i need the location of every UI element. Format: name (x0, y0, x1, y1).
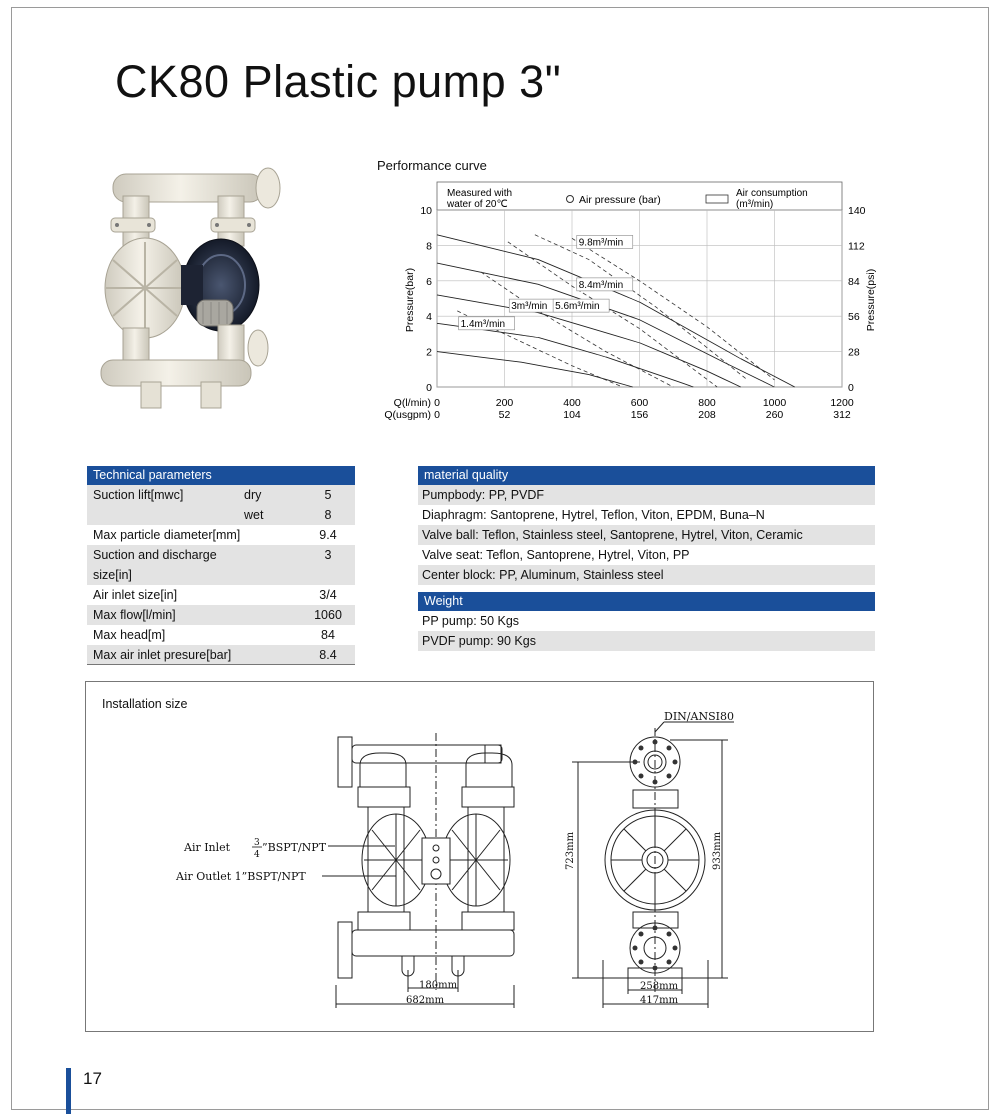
max-air-pressure-label: Max air inlet presure[bar] (93, 648, 232, 662)
x-tick-label: 800 (698, 397, 716, 409)
table-row: PVDF pump: 90 Kgs (418, 631, 875, 651)
pump-photo (93, 160, 293, 415)
discharge-value: 3 (324, 548, 332, 562)
x2-tick-label: 156 (630, 409, 649, 421)
table-row: Center block: PP, Aluminum, Stainless steel (418, 565, 875, 585)
max-head-label: Max head[m] (93, 628, 166, 642)
top-manifold (352, 745, 502, 763)
x2-tick-label: 260 (765, 409, 784, 421)
air-inlet-label: Air Inlet (184, 841, 231, 854)
consumption-label: 9.8m³/min (578, 237, 624, 249)
pressure-curve (437, 352, 633, 387)
legend-measured: Measured with (447, 188, 513, 199)
dry-label: dry (244, 488, 262, 502)
legend-air-consumption-unit: (m³/min) (736, 199, 774, 210)
suction-lift-label: Suction lift[mwc] (93, 488, 184, 502)
material-quality-table (418, 466, 875, 585)
installation-drawing (85, 681, 874, 1032)
dry-value: 5 (324, 488, 332, 502)
technical-parameters-table (87, 466, 355, 665)
dim-682: 682mm (406, 995, 445, 1006)
x-tick-label: 600 (630, 397, 649, 409)
y2-tick-label: 112 (848, 240, 865, 253)
y2-tick-label: 0 (848, 382, 854, 394)
installation-size-title: Installation size (102, 697, 188, 711)
x2-axis-label: Q(usgpm) (384, 409, 431, 421)
x-tick-label: 1000 (762, 397, 787, 409)
air-inlet-frac-num: 3 (254, 838, 260, 848)
max-air-pressure-value: 8.4 (319, 648, 337, 662)
tech-header: Technical parameters (87, 466, 355, 485)
table-row: PP pump: 50 Kgs (422, 614, 520, 628)
y-axis-label: Pressure(bar) (404, 267, 416, 333)
material-header: material quality (418, 466, 875, 485)
table-row (87, 605, 355, 625)
legend-air-pressure: Air pressure (bar) (579, 194, 661, 206)
x2-tick-label: 104 (563, 409, 581, 421)
y-tick-label: 0 (426, 382, 432, 394)
air-inlet-label: Air inlet size[in] (93, 588, 178, 602)
page-number: 17 (83, 1069, 102, 1088)
top-right-elbow (466, 753, 512, 787)
x-axis-label: Q(l/min) (393, 397, 431, 409)
bottom-manifold (352, 930, 514, 956)
y2-tick-label: 84 (848, 275, 860, 288)
bottom-left-flange (338, 922, 352, 978)
discharge-label-2: size[in] (93, 568, 132, 582)
table-row: Pumpbody: PP, PVDF (418, 485, 875, 505)
max-head-value: 84 (321, 628, 335, 642)
dim-723: 723mm (565, 831, 576, 870)
table-row (87, 545, 355, 585)
table-row (87, 625, 355, 645)
table-row (87, 525, 355, 545)
legend-measured-2: water of 20℃ (447, 199, 508, 210)
page-number-bar (66, 1068, 71, 1114)
max-flow-label: Max flow[l/min] (93, 608, 176, 622)
table-row: Valve seat: Teflon, Santoprene, Hytrel, Viton, PP (422, 548, 690, 562)
y-tick-label: 6 (426, 275, 432, 288)
table-row (87, 645, 355, 665)
dim-417: 417mm (640, 995, 679, 1006)
dim-933: 933mm (712, 831, 723, 870)
y-tick-label: 2 (426, 346, 432, 359)
performance-chart (370, 150, 890, 430)
x-tick-label: 200 (495, 397, 514, 409)
top-left-elbow (360, 753, 406, 787)
din-label: DIN/ANSI80 (664, 710, 734, 723)
x-tick-label: 0 (434, 397, 440, 409)
top-left-flange (338, 737, 352, 787)
wet-value: 8 (324, 508, 332, 522)
dim-180: 180mm (419, 980, 458, 991)
y2-axis-label: Pressure(psi) (865, 268, 877, 332)
table-row: Valve ball: Teflon, Stainless steel, Santoprene, Hytrel, Viton, Ceramic (418, 525, 875, 545)
discharge-label: Suction and discharge (93, 548, 217, 562)
air-outlet-label: Air Outlet 1”BSPT/NPT (176, 870, 306, 883)
y-tick-label: 8 (426, 240, 432, 253)
table-row: Diaphragm: Santoprene, Hytrel, Teflon, Viton, EPDM, Buna–N (422, 508, 765, 522)
dim-258: 258mm (640, 981, 679, 992)
x2-tick-label: 0 (434, 409, 440, 421)
air-inlet-thread: ”BSPT/NPT (262, 841, 327, 854)
air-inlet-frac-den: 4 (254, 850, 260, 860)
pressure-curve (437, 235, 795, 387)
consumption-label: 8.4m³/min (578, 279, 624, 291)
performance-curve-title: Performance curve (377, 158, 487, 173)
consumption-label: 5.6m³/min (555, 301, 600, 313)
weight-table (418, 592, 875, 651)
page-title: CK80 Plastic pump 3" (115, 56, 562, 107)
table-row (87, 505, 355, 525)
y2-tick-label: 28 (848, 346, 860, 359)
wet-label: wet (244, 508, 264, 522)
table-row (87, 485, 355, 505)
weight-header: Weight (418, 592, 875, 611)
x2-tick-label: 312 (833, 409, 851, 421)
air-inlet-value: 3/4 (319, 588, 337, 602)
x-tick-label: 1200 (830, 397, 854, 409)
y-tick-label: 10 (420, 205, 432, 217)
consumption-label: 3m³/min (511, 301, 548, 313)
x2-tick-label: 52 (498, 409, 511, 421)
x-tick-label: 400 (563, 397, 581, 409)
max-flow-value: 1060 (314, 608, 342, 622)
particle-value: 9.4 (319, 528, 337, 542)
consumption-label: 1.4m³/min (460, 318, 506, 330)
particle-label: Max particle diameter[mm] (93, 528, 241, 542)
table-row (87, 585, 355, 605)
x2-tick-label: 208 (698, 409, 716, 421)
legend-air-consumption: Air consumption (736, 188, 808, 199)
y-tick-label: 4 (426, 311, 432, 324)
y2-tick-label: 56 (848, 311, 860, 324)
y2-tick-label: 140 (848, 205, 866, 217)
